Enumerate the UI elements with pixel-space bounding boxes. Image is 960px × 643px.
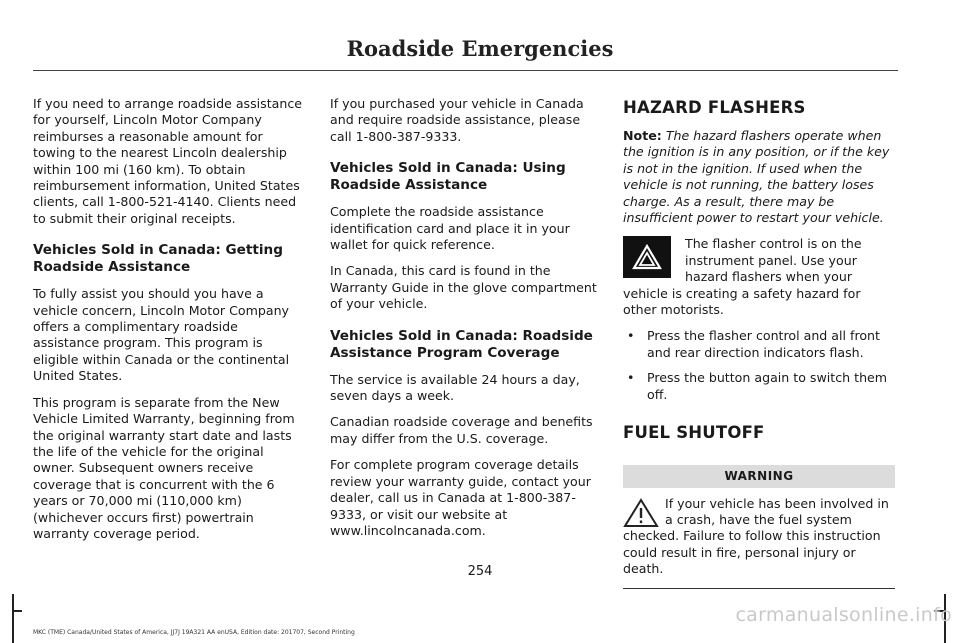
- crop-mark-left: [12, 594, 14, 643]
- towing-reimbursement-paragraph: If you need to arrange roadside assistance for yourself, Lincoln Motor Company reimburses a reasonable amount for towing to the nearest Lincoln dealership within 100 mi (160 km). To obtain reimbursement information, United States clients, call 1-800-521-4140. Clients need to submit their original receipts.: [33, 96, 303, 226]
- flasher-control-text: The flasher control is on the instrument panel. Use your hazard flashers when your vehicle is creating a safety hazard for other motorists.: [623, 236, 862, 318]
- coverage-details-paragraph: For complete program coverage details review your warranty guide, contact your dealer, call us in Canada at 1-800-387-9333, or visit our website at www.lincolncanada.com.: [330, 457, 591, 538]
- getting-assistance-heading: Vehicles Sold in Canada: Getting Roadside Assistance: [33, 242, 283, 276]
- note-text: The hazard flashers operate when the ignition is in any position, or if the key is not in the ignition. If used when the vehicle is not running, the battery loses charge. As a result, there may be insufficient power to restart your vehicle.: [623, 128, 890, 226]
- warranty-guide-paragraph: In Canada, this card is found in the Warranty Guide in the glove compartment of your vehicle.: [330, 263, 597, 312]
- page-title: Roadside Emergencies: [346, 36, 614, 61]
- service-hours-paragraph: The service is available 24 hours a day, seven days a week.: [330, 371, 580, 404]
- using-assistance-heading: Vehicles Sold in Canada: Using Roadside Assistance: [330, 160, 566, 194]
- flasher-control-block: [623, 236, 895, 318]
- coverage-differ-paragraph: Canadian roadside coverage and benefits may differ from the U.S. coverage.: [330, 414, 593, 446]
- warning-text: If your vehicle has been involved in a crash, have the fuel system checked. Failure to follow this instruction could result in fire, personal injury or death.: [623, 495, 889, 577]
- column-left: [33, 96, 305, 552]
- page-number: 254: [467, 564, 493, 579]
- column-right: [623, 96, 895, 589]
- list-item: • Press the flasher control and all front and rear direction indicators flash.: [627, 328, 880, 360]
- crop-mark-left-horizontal: [12, 610, 22, 612]
- hazard-flasher-icon: [623, 236, 671, 278]
- warning-triangle-icon: [623, 498, 659, 528]
- warning-bottom-rule: [623, 588, 895, 589]
- edition-footer: MKC (TME) Canada/United States of America, JJ7J 19A321 AA enUSA, Edition date: 201707, Second Printing: [33, 629, 355, 636]
- list-item: • Press the button again to switch them off.: [627, 370, 888, 402]
- canada-phone-paragraph: If you purchased your vehicle in Canada and require roadside assistance, please call 1-800-387-9333.: [330, 96, 584, 144]
- id-card-paragraph: Complete the roadside assistance identification card and place it in your wallet for quick reference.: [330, 204, 570, 253]
- bullet-marker: •: [627, 370, 635, 386]
- bullet-marker: •: [627, 328, 635, 344]
- assistance-program-paragraph: To fully assist you should you have a vehicle concern, Lincoln Motor Company offers a complimentary roadside assistance program. This program is eligible within Canada or the continental United States.: [33, 286, 290, 384]
- fuel-shutoff-heading: FUEL SHUTOFF: [623, 423, 765, 443]
- flasher-bullet-list: [623, 328, 895, 403]
- program-coverage-heading: Vehicles Sold in Canada: Roadside Assistance Program Coverage: [330, 327, 593, 361]
- column-middle: [330, 96, 602, 549]
- site-watermark: carmanualsonline.info: [735, 604, 952, 626]
- warranty-coverage-paragraph: This program is separate from the New Vehicle Limited Warranty, beginning from the original warranty start date and lasts the life of the vehicle for the original owner. Subsequent owners receive coverage that is concurrent with the 6 years or 70,000 mi (110,000 km) (whichever occurs first) powertrain warranty coverage period.: [33, 394, 295, 541]
- hazard-flashers-heading: HAZARD FLASHERS: [623, 98, 806, 117]
- warning-banner: WARNING: [623, 465, 895, 487]
- title-divider: [33, 70, 898, 71]
- note-label: Note:: [623, 128, 662, 143]
- hazard-note: [623, 128, 895, 226]
